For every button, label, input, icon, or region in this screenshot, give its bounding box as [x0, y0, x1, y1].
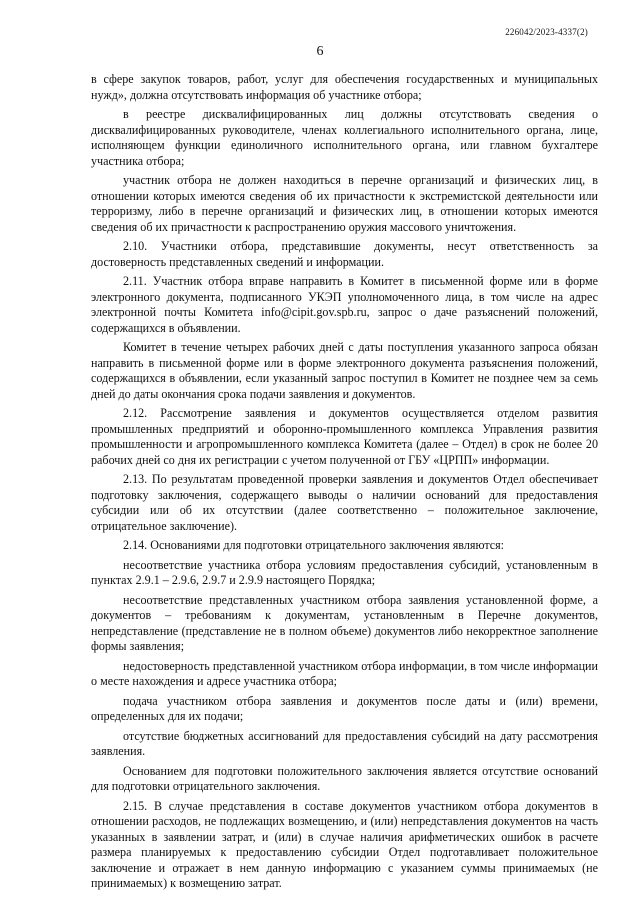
paragraph-9: 2.14. Основаниями для подготовки отрицательного заключения являются:	[123, 538, 505, 552]
paragraph-11: несоответствие представленных участником отбора заявления установленной форме, а документов – требованиям к документам, установленным в Перечне документов, непредставление (представление не в полном объеме) документов либо некорректное заполнение формы заявления;	[91, 592, 598, 653]
paragraph-2: в реестре дисквалифицированных лиц должны отсутствовать сведения о дисквалифицированных руководителе, членах коллегиального исполнительного органа, лице, исполняющем функции единоличного исполнительного органа, или главном бухгалтере участника отбора;	[91, 107, 598, 168]
paragraph-5: 2.11. Участник отбора вправе направить в Комитет в письменной форме или в форме электронного документа, подписанного УКЭП уполномоченного лица, в том числе на адрес электронной почты Комитета info@cipit.gov.spb.ru, запрос о даче разъяснений положений, содержащихся в объявлении.	[91, 274, 598, 335]
paragraph-15: Основанием для подготовки положительного заключения является отсутствие оснований для подготовки отрицательного заключения.	[91, 763, 598, 793]
paragraph-16: 2.15. В случае представления в составе документов участником отбора документов в отношении расходов, не подлежащих возмещению, и (или) непредставления документов на часть указанных в заявлении затрат, и (или) в случае наличия арифметических ошибок в расчете размера планируемых к предоставлению субсидии Отдел подготавливает положительное заключение и отражает в нем данную информацию с указанием суммы принимаемых (не принимаемых) к возмещению затрат.	[91, 798, 598, 890]
paragraph-14: отсутствие бюджетных ассигнований для предоставления субсидий на дату рассмотрения заявления.	[91, 728, 598, 758]
paragraph-1: в сфере закупок товаров, работ, услуг для обеспечения государственных и муниципальных нужд», должна отсутствовать информация об участнике отбора;	[91, 72, 598, 102]
paragraph-3: участник отбора не должен находиться в перечне организаций и физических лиц, в отношении которых имеются сведения об их причастности к экстремистской деятельности или терроризму, либо в перечне организаций и физических лиц, в отношении которых имеются сведения об их причастности к распространению оружия массового уничтожения.	[91, 173, 598, 234]
paragraph-7: 2.12. Рассмотрение заявления и документов осуществляется отделом развития промышленных предприятий и оборонно-промышленного комплекса Управления развития промышленности и агропромышленного комплекса Комитета (далее – Отдел) в срок не более 20 рабочих дней со дня их регистрации с учетом полученной от ГБУ «ЦРПП» информации.	[91, 406, 598, 467]
page-number: 6	[316, 44, 324, 59]
document-number: 226042/2023-4337(2)	[505, 27, 588, 37]
paragraph-8: 2.13. По результатам проведенной проверки заявления и документов Отдел обеспечивает подготовку заключения, содержащего выводы о наличии оснований для предоставления субсидии или об их отсутствии (далее соответственно – положительное заключение, отрицательное заключение).	[91, 472, 598, 533]
paragraph-13: подача участником отбора заявления и документов после даты и (или) времени, определенных для их подачи;	[91, 693, 598, 723]
paragraph-4: 2.10. Участники отбора, представившие документы, несут ответственность за достоверность представленных сведений и информации.	[91, 239, 598, 269]
paragraph-12: недостоверность представленной участником отбора информации, в том числе информации о месте нахождения и адресе участника отбора;	[91, 658, 598, 688]
document-body	[91, 72, 598, 896]
paragraph-6: Комитет в течение четырех рабочих дней с даты поступления указанного запроса обязан направить в письменной форме или в форме электронного документа разъяснения положений, содержащихся в объявлении, если указанный запрос поступил в Комитет не позднее чем за семь дней до даты окончания срока подачи заявления и документов.	[91, 340, 598, 401]
paragraph-10: несоответствие участника отбора условиям предоставления субсидий, установленным в пунктах 2.9.1 – 2.9.6, 2.9.7 и 2.9.9 настоящего Порядка;	[91, 557, 598, 587]
